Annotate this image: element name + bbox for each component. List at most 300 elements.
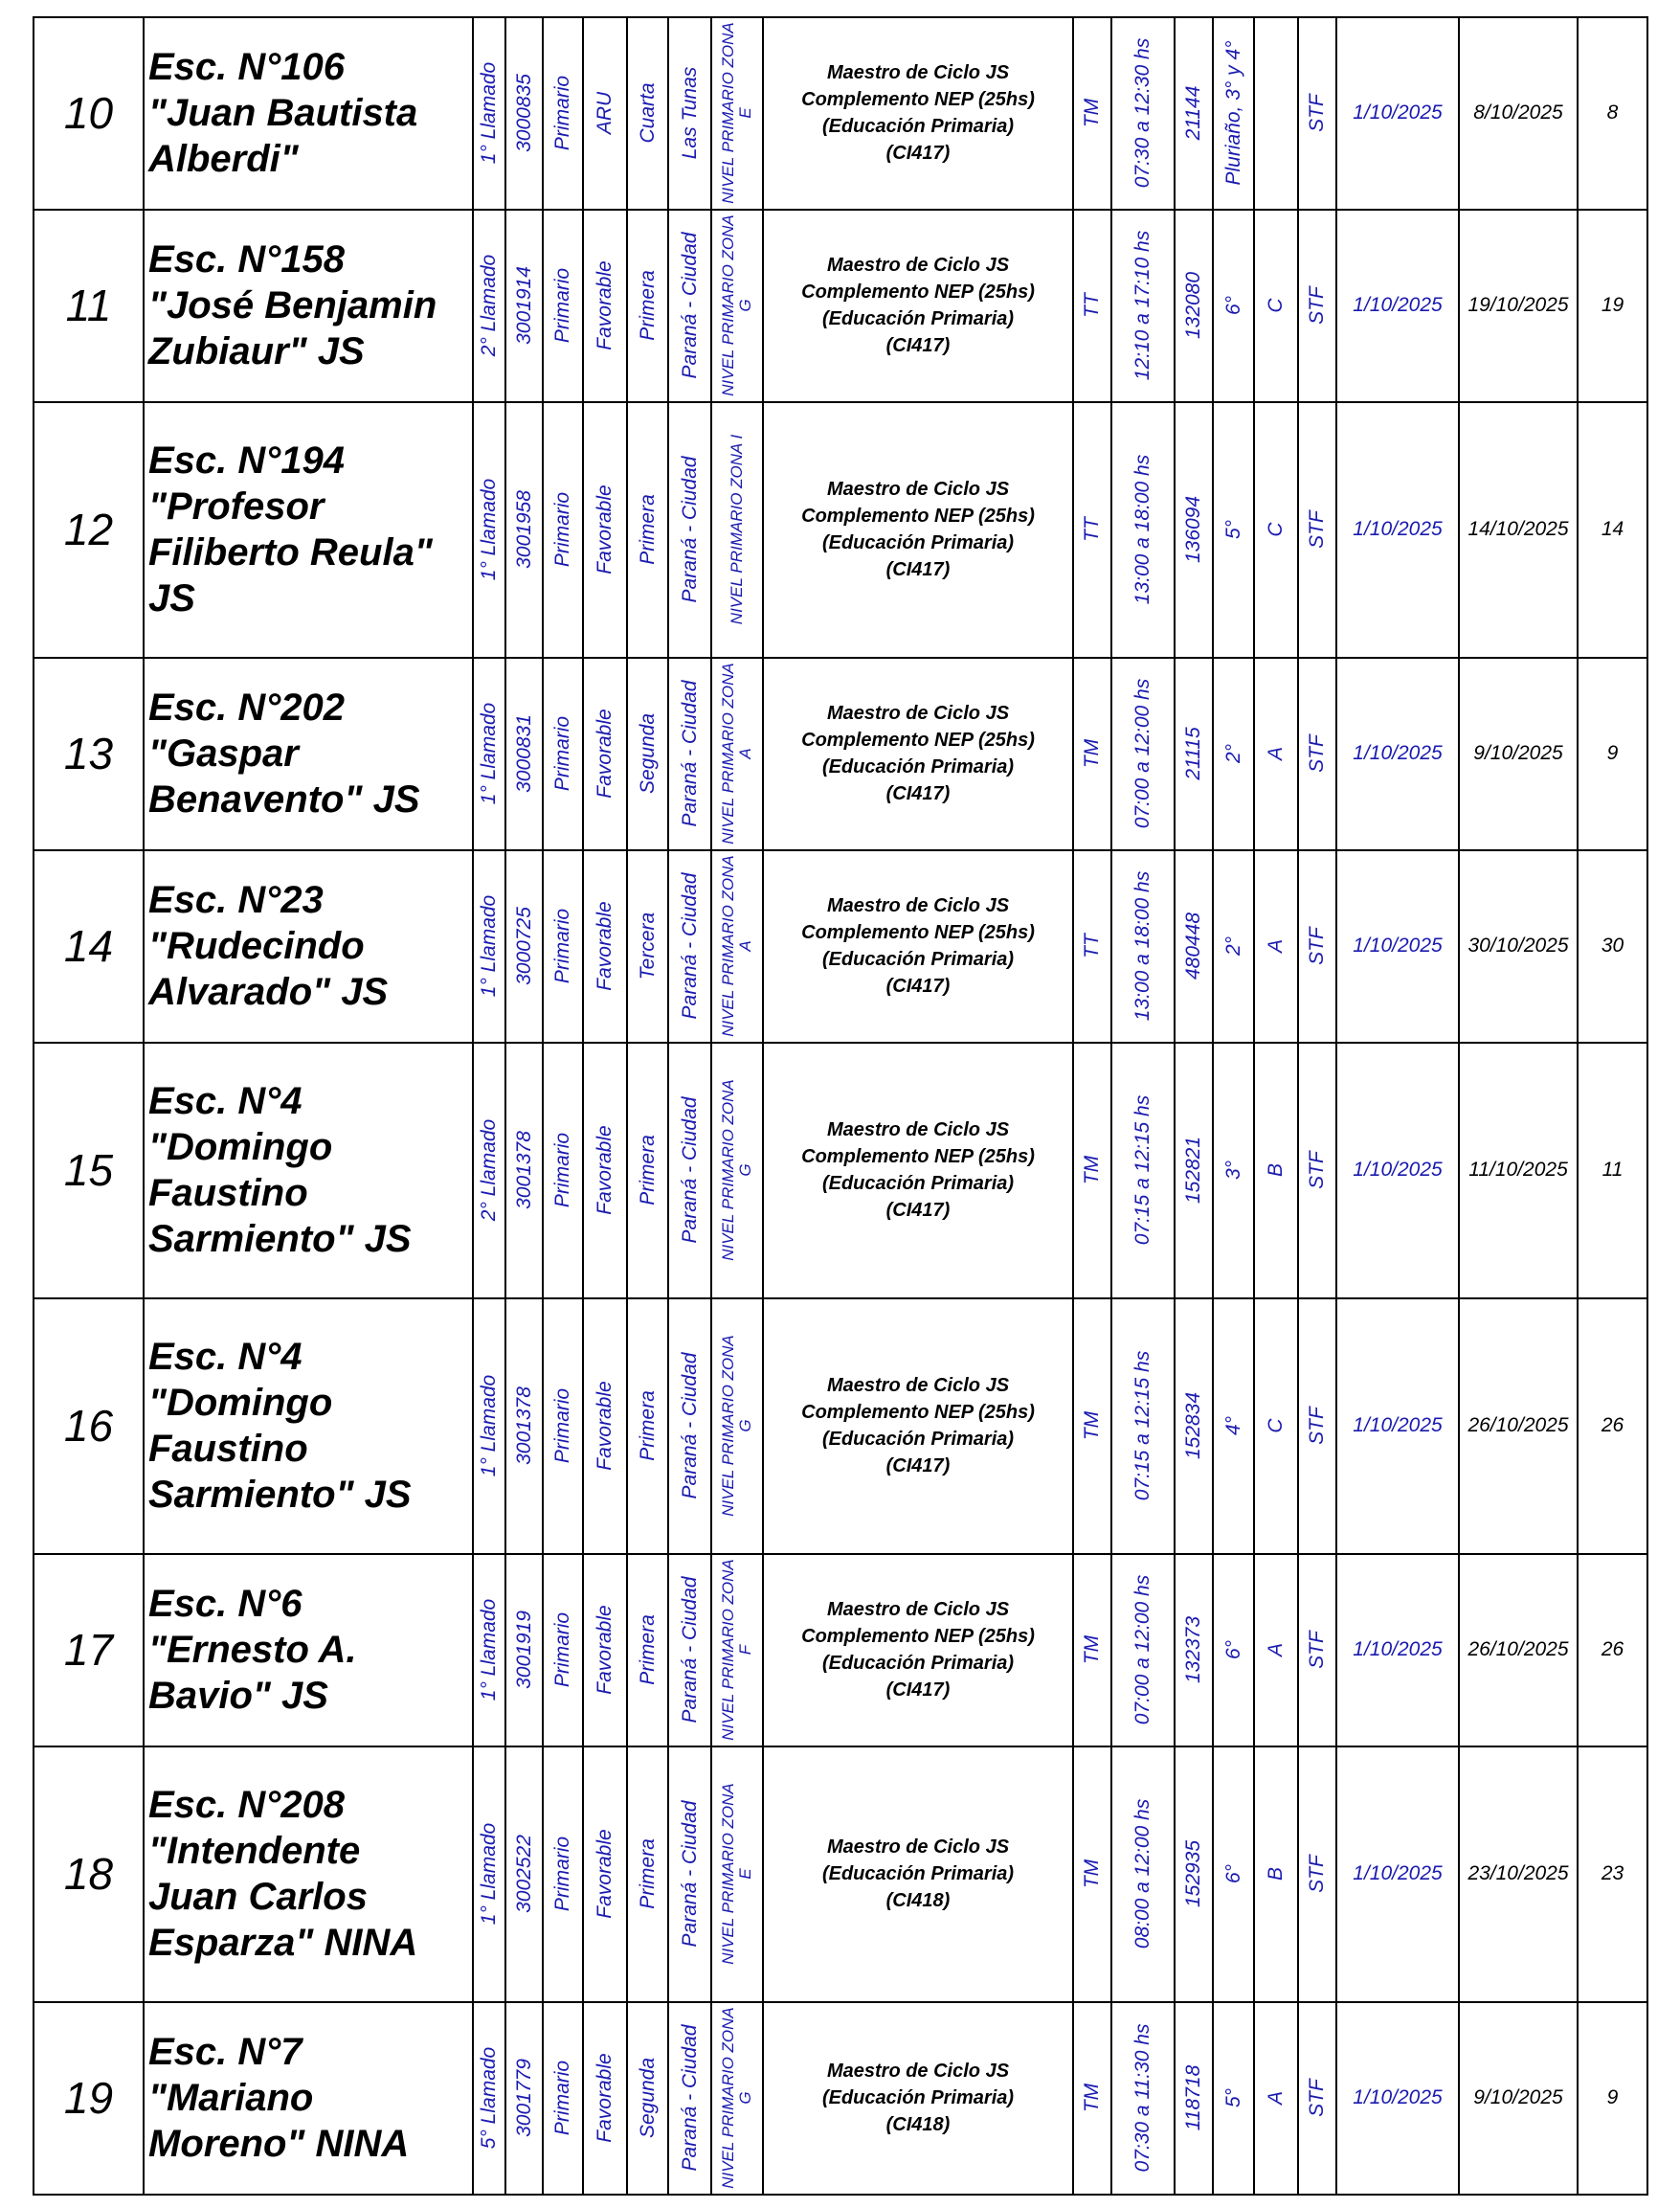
fecha-publicacion-cell: 1/10/2025	[1336, 1746, 1459, 2002]
cargo-line: Complemento NEP (25hs)	[801, 730, 1035, 752]
localidad-cell	[668, 1554, 711, 1746]
nivel-text: Primario	[551, 1388, 573, 1464]
horario-cell	[1111, 17, 1175, 210]
seccion-text: B	[1265, 1163, 1287, 1178]
situacion-cell	[1298, 17, 1336, 210]
categoria-text: Primera	[636, 1614, 659, 1686]
school-name-line: Esc. N°7	[148, 2031, 302, 2074]
seccion-text: A	[1265, 2091, 1287, 2106]
categoria-cell	[627, 1043, 668, 1298]
zona-cell	[711, 210, 763, 402]
seccion-cell	[1254, 402, 1298, 658]
zona-cell	[711, 658, 763, 850]
localidad-cell	[668, 402, 711, 658]
seccion-cell	[1254, 210, 1298, 402]
grado-cell	[1213, 402, 1254, 658]
zona-text: NIVEL PRIMARIO ZONA A	[719, 663, 754, 845]
dias-cell: 9	[1578, 658, 1647, 850]
turno-text: TT	[1081, 517, 1103, 543]
nivel-text: Primario	[551, 716, 573, 792]
horario-cell	[1111, 1746, 1175, 2002]
cupof-cell	[1175, 402, 1213, 658]
school-name-line: "Domingo	[148, 1126, 333, 1169]
cargo-line: (CI417)	[885, 783, 951, 805]
fecha-publicacion-cell: 1/10/2025	[1336, 210, 1459, 402]
zona-tipo-cell	[583, 850, 627, 1043]
vacancy-table	[33, 16, 1648, 2196]
nivel-cell	[543, 1298, 583, 1554]
grado-cell	[1213, 1043, 1254, 1298]
situacion-cell	[1298, 1746, 1336, 2002]
cargo-line: (Educación Primaria)	[821, 756, 1015, 778]
fecha-publicacion-cell: 1/10/2025	[1336, 1043, 1459, 1298]
grado-cell	[1213, 1554, 1254, 1746]
turno-text: TM	[1081, 1156, 1103, 1185]
categoria-cell	[627, 2002, 668, 2195]
nivel-text: Primario	[551, 492, 573, 568]
cargo-line: Complemento NEP (25hs)	[801, 922, 1035, 944]
school-name-line: Esc. N°194	[148, 439, 346, 483]
zona-tipo-cell	[583, 658, 627, 850]
school-name-line: JS	[148, 577, 195, 620]
fecha-fin-cell: 26/10/2025	[1459, 1298, 1578, 1554]
zona-text: NIVEL PRIMARIO ZONA G	[719, 1079, 754, 1262]
cargo-line: Complemento NEP (25hs)	[801, 1146, 1035, 1168]
horario-cell	[1111, 1298, 1175, 1554]
codigo-cell	[505, 1298, 543, 1554]
codigo-cell	[505, 1746, 543, 2002]
cupof-text: 480448	[1182, 912, 1204, 980]
grado-cell	[1213, 850, 1254, 1043]
school-name-line: Sarmiento" JS	[148, 1474, 412, 1517]
cargo-cell	[763, 1554, 1073, 1746]
school-name-line: "Rudecindo	[148, 925, 365, 968]
seccion-text: C	[1265, 1418, 1287, 1434]
situacion-text: STF	[1306, 286, 1328, 326]
cargo-line: Maestro de Ciclo JS	[826, 1375, 1010, 1397]
nivel-cell	[543, 17, 583, 210]
horario-cell	[1111, 402, 1175, 658]
table-row	[34, 17, 1647, 210]
grado-text: Pluriaño, 3° y 4°	[1221, 40, 1244, 187]
cupof-text: 152834	[1182, 1392, 1204, 1460]
llamado-cell	[473, 1298, 505, 1554]
horario-text: 07:30 a 12:30 hs	[1131, 38, 1154, 189]
cupof-text: 152935	[1182, 1840, 1204, 1908]
cargo-cell	[763, 1746, 1073, 2002]
cargo-line: (CI417)	[885, 976, 951, 998]
zona-tipo-cell	[583, 1298, 627, 1554]
fecha-fin-cell: 30/10/2025	[1459, 850, 1578, 1043]
school-name-line: "Gaspar	[148, 732, 299, 776]
turno-text: TT	[1081, 934, 1103, 959]
situacion-text: STF	[1306, 1407, 1328, 1446]
school-name-line: Faustino	[148, 1172, 308, 1215]
situacion-cell	[1298, 2002, 1336, 2195]
school-name-line: Sarmiento" JS	[148, 1218, 412, 1261]
dias-cell: 19	[1578, 210, 1647, 402]
turno-text: TM	[1081, 739, 1103, 769]
dias-cell: 9	[1578, 2002, 1647, 2195]
localidad-text: Paraná - Ciudad	[678, 1800, 701, 1948]
codigo-cell	[505, 402, 543, 658]
zona-tipo-text: Favorable	[594, 1605, 616, 1696]
llamado-text: 1° Llamado	[478, 62, 500, 165]
cargo-line: (CI417)	[885, 559, 951, 581]
fecha-fin-cell: 14/10/2025	[1459, 402, 1578, 658]
zona-text: NIVEL PRIMARIO ZONA E	[719, 1783, 754, 1966]
cargo-cell	[763, 658, 1073, 850]
school-name-cell	[144, 210, 473, 402]
situacion-cell	[1298, 210, 1336, 402]
table-row	[34, 210, 1647, 402]
cargo-line: Complemento NEP (25hs)	[801, 506, 1035, 528]
cargo-line: Maestro de Ciclo JS	[826, 62, 1010, 84]
fecha-publicacion-cell: 1/10/2025	[1336, 850, 1459, 1043]
turno-cell	[1073, 850, 1111, 1043]
codigo-cell	[505, 210, 543, 402]
school-name-line: "José Benjamin	[148, 284, 437, 327]
fecha-fin-cell: 9/10/2025	[1459, 2002, 1578, 2195]
school-name-cell	[144, 1554, 473, 1746]
codigo-text: 3002522	[512, 1835, 535, 1914]
cargo-line: (CI417)	[885, 335, 951, 357]
zona-tipo-cell	[583, 1746, 627, 2002]
llamado-text: 1° Llamado	[478, 895, 500, 998]
horario-text: 07:00 a 12:00 hs	[1131, 1575, 1154, 1725]
zona-tipo-cell	[583, 17, 627, 210]
categoria-text: Primera	[636, 1390, 659, 1462]
llamado-cell	[473, 1043, 505, 1298]
grado-cell	[1213, 2002, 1254, 2195]
codigo-cell	[505, 2002, 543, 2195]
school-name-line: Esc. N°4	[148, 1336, 302, 1379]
turno-cell	[1073, 1554, 1111, 1746]
cargo-line: Complemento NEP (25hs)	[801, 1626, 1035, 1648]
table-row	[34, 658, 1647, 850]
fecha-publicacion-cell: 1/10/2025	[1336, 1298, 1459, 1554]
turno-text: TM	[1081, 99, 1103, 128]
localidad-text: Paraná - Ciudad	[678, 456, 701, 603]
nivel-cell	[543, 1746, 583, 2002]
categoria-text: Cuarta	[636, 82, 659, 144]
zona-tipo-text: ARU	[594, 92, 616, 135]
cargo-cell	[763, 2002, 1073, 2195]
localidad-cell	[668, 1746, 711, 2002]
llamado-text: 1° Llamado	[478, 1375, 500, 1477]
table-row	[34, 1043, 1647, 1298]
school-name-cell	[144, 1043, 473, 1298]
zona-cell	[711, 402, 763, 658]
localidad-cell	[668, 658, 711, 850]
categoria-text: Primera	[636, 1135, 659, 1206]
zona-cell	[711, 1043, 763, 1298]
horario-cell	[1111, 1043, 1175, 1298]
categoria-text: Primera	[636, 1838, 659, 1910]
cargo-line: (Educación Primaria)	[821, 1653, 1015, 1675]
llamado-text: 1° Llamado	[478, 1823, 500, 1926]
dias-cell: 8	[1578, 17, 1647, 210]
zona-text: NIVEL PRIMARIO ZONA A	[719, 855, 754, 1038]
cupof-cell	[1175, 17, 1213, 210]
grado-text: 6°	[1221, 296, 1244, 316]
categoria-cell	[627, 1746, 668, 2002]
codigo-text: 3000831	[512, 714, 535, 794]
row-number-cell: 12	[34, 402, 144, 658]
grado-text: 3°	[1221, 1160, 1244, 1181]
fecha-fin-cell: 11/10/2025	[1459, 1043, 1578, 1298]
llamado-text: 2° Llamado	[478, 1119, 500, 1222]
grado-text: 6°	[1221, 1640, 1244, 1660]
row-number-cell: 15	[34, 1043, 144, 1298]
situacion-text: STF	[1306, 1151, 1328, 1190]
row-number-cell: 10	[34, 17, 144, 210]
row-number-cell: 14	[34, 850, 144, 1043]
zona-tipo-cell	[583, 1554, 627, 1746]
nivel-text: Primario	[551, 1612, 573, 1688]
seccion-cell	[1254, 658, 1298, 850]
table-body	[34, 17, 1647, 2195]
situacion-text: STF	[1306, 1855, 1328, 1894]
llamado-text: 5° Llamado	[478, 2047, 500, 2150]
cargo-line: Maestro de Ciclo JS	[826, 479, 1010, 501]
cargo-cell	[763, 1298, 1073, 1554]
zona-tipo-cell	[583, 1043, 627, 1298]
horario-cell	[1111, 210, 1175, 402]
zona-text: NIVEL PRIMARIO ZONA G	[719, 1335, 754, 1518]
llamado-cell	[473, 1746, 505, 2002]
seccion-text: A	[1265, 939, 1287, 954]
situacion-text: STF	[1306, 94, 1328, 133]
cargo-line: Complemento NEP (25hs)	[801, 89, 1035, 111]
turno-text: TM	[1081, 1635, 1103, 1665]
situacion-text: STF	[1306, 1631, 1328, 1670]
codigo-text: 3001378	[512, 1386, 535, 1466]
nivel-text: Primario	[551, 268, 573, 344]
school-name-line: Esc. N°208	[148, 1784, 346, 1827]
localidad-text: Paraná - Ciudad	[678, 232, 701, 379]
horario-text: 07:15 a 12:15 hs	[1131, 1351, 1154, 1501]
zona-tipo-text: Favorable	[594, 1829, 616, 1920]
fecha-fin-cell: 19/10/2025	[1459, 210, 1578, 402]
turno-cell	[1073, 210, 1111, 402]
localidad-text: Paraná - Ciudad	[678, 680, 701, 827]
cupof-text: 132080	[1182, 272, 1204, 340]
nivel-cell	[543, 210, 583, 402]
row-number-cell: 19	[34, 2002, 144, 2195]
grado-text: 6°	[1221, 1864, 1244, 1884]
llamado-text: 1° Llamado	[478, 703, 500, 805]
codigo-text: 3001779	[512, 2059, 535, 2138]
school-name-line: Benavento" JS	[148, 778, 420, 822]
situacion-cell	[1298, 850, 1336, 1043]
table-row	[34, 2002, 1647, 2195]
dias-cell: 23	[1578, 1746, 1647, 2002]
seccion-cell	[1254, 2002, 1298, 2195]
cupof-text: 118718	[1182, 2065, 1204, 2131]
vacancy-table-sheet	[33, 16, 1646, 2196]
school-name-line: Bavio" JS	[148, 1675, 328, 1718]
horario-cell	[1111, 1554, 1175, 1746]
cupof-cell	[1175, 658, 1213, 850]
cargo-line: (Educación Primaria)	[821, 1429, 1015, 1451]
grado-cell	[1213, 1746, 1254, 2002]
cargo-line: Complemento NEP (25hs)	[801, 282, 1035, 304]
llamado-cell	[473, 402, 505, 658]
row-number-cell: 17	[34, 1554, 144, 1746]
school-name-line: Moreno" NINA	[148, 2123, 410, 2166]
dias-cell: 11	[1578, 1043, 1647, 1298]
turno-cell	[1073, 2002, 1111, 2195]
seccion-text: A	[1265, 1643, 1287, 1657]
codigo-cell	[505, 1043, 543, 1298]
categoria-cell	[627, 210, 668, 402]
nivel-text: Primario	[551, 1836, 573, 1912]
school-name-line: "Domingo	[148, 1382, 333, 1425]
cupof-cell	[1175, 1298, 1213, 1554]
seccion-text: C	[1265, 298, 1287, 314]
zona-cell	[711, 850, 763, 1043]
situacion-cell	[1298, 402, 1336, 658]
zona-text: NIVEL PRIMARIO ZONA F	[719, 1559, 754, 1742]
codigo-text: 3001378	[512, 1131, 535, 1210]
llamado-cell	[473, 1554, 505, 1746]
cargo-cell	[763, 210, 1073, 402]
school-name-line: "Ernesto A.	[148, 1629, 357, 1672]
turno-text: TM	[1081, 2084, 1103, 2113]
cargo-line: Maestro de Ciclo JS	[826, 255, 1010, 277]
turno-cell	[1073, 1746, 1111, 2002]
codigo-cell	[505, 1554, 543, 1746]
grado-text: 2°	[1221, 936, 1244, 957]
situacion-text: STF	[1306, 2079, 1328, 2118]
cargo-cell	[763, 17, 1073, 210]
llamado-cell	[473, 17, 505, 210]
table-row	[34, 1298, 1647, 1554]
cupof-cell	[1175, 850, 1213, 1043]
zona-tipo-cell	[583, 402, 627, 658]
seccion-text: A	[1265, 747, 1287, 761]
dias-cell: 30	[1578, 850, 1647, 1043]
seccion-cell	[1254, 17, 1298, 210]
cargo-line: Complemento NEP (25hs)	[801, 1402, 1035, 1424]
fecha-publicacion-cell: 1/10/2025	[1336, 1554, 1459, 1746]
table-row	[34, 402, 1647, 658]
localidad-cell	[668, 850, 711, 1043]
zona-tipo-text: Favorable	[594, 709, 616, 800]
cupof-text: 21144	[1182, 86, 1204, 141]
llamado-cell	[473, 658, 505, 850]
cargo-line: (CI418)	[885, 1890, 951, 1912]
fecha-publicacion-cell: 1/10/2025	[1336, 2002, 1459, 2195]
horario-cell	[1111, 658, 1175, 850]
situacion-cell	[1298, 1554, 1336, 1746]
categoria-cell	[627, 17, 668, 210]
horario-text: 08:00 a 12:00 hs	[1131, 1799, 1154, 1949]
turno-text: TM	[1081, 1859, 1103, 1889]
cargo-line: (CI417)	[885, 143, 951, 165]
nivel-cell	[543, 1554, 583, 1746]
row-number-cell: 13	[34, 658, 144, 850]
school-name-line: Esc. N°4	[148, 1080, 302, 1123]
cargo-line: (CI417)	[885, 1679, 951, 1701]
school-name-line: Zubiaur" JS	[148, 330, 365, 373]
localidad-text: Paraná - Ciudad	[678, 1352, 701, 1499]
cargo-line: (Educación Primaria)	[821, 116, 1015, 138]
grado-cell	[1213, 658, 1254, 850]
horario-text: 12:10 a 17:10 hs	[1131, 231, 1154, 381]
turno-cell	[1073, 658, 1111, 850]
nivel-text: Primario	[551, 2061, 573, 2136]
school-name-line: "Intendente	[148, 1830, 361, 1873]
grado-cell	[1213, 1298, 1254, 1554]
horario-cell	[1111, 2002, 1175, 2195]
localidad-text: Las Tunas	[678, 67, 701, 160]
school-name-cell	[144, 2002, 473, 2195]
grado-text: 5°	[1221, 520, 1244, 540]
zona-tipo-text: Favorable	[594, 1381, 616, 1472]
horario-text: 07:00 a 12:00 hs	[1131, 679, 1154, 829]
categoria-text: Tercera	[636, 912, 659, 980]
localidad-cell	[668, 210, 711, 402]
cargo-cell	[763, 850, 1073, 1043]
cupof-cell	[1175, 1554, 1213, 1746]
cargo-cell	[763, 402, 1073, 658]
zona-cell	[711, 1554, 763, 1746]
cupof-cell	[1175, 1043, 1213, 1298]
school-name-cell	[144, 1746, 473, 2002]
nivel-cell	[543, 850, 583, 1043]
horario-text: 07:30 a 11:30 hs	[1131, 2024, 1154, 2173]
situacion-cell	[1298, 1043, 1336, 1298]
horario-text: 07:15 a 12:15 hs	[1131, 1095, 1154, 1246]
grado-text: 2°	[1221, 744, 1244, 764]
fecha-fin-cell: 9/10/2025	[1459, 658, 1578, 850]
table-row	[34, 1746, 1647, 2002]
seccion-cell	[1254, 1043, 1298, 1298]
llamado-cell	[473, 2002, 505, 2195]
school-name-line: Juan Carlos	[148, 1876, 368, 1919]
cargo-line: (CI417)	[885, 1455, 951, 1477]
fecha-fin-cell: 8/10/2025	[1459, 17, 1578, 210]
categoria-text: Primera	[636, 270, 659, 342]
turno-cell	[1073, 1043, 1111, 1298]
cargo-line: (CI418)	[885, 2114, 951, 2136]
school-name-line: Esc. N°158	[148, 238, 346, 282]
zona-cell	[711, 1298, 763, 1554]
school-name-line: Alvarado" JS	[148, 971, 389, 1014]
zona-tipo-text: Favorable	[594, 260, 616, 351]
row-number-cell: 16	[34, 1298, 144, 1554]
fecha-publicacion-cell: 1/10/2025	[1336, 402, 1459, 658]
llamado-text: 1° Llamado	[478, 479, 500, 581]
turno-cell	[1073, 17, 1111, 210]
codigo-text: 3000835	[512, 74, 535, 153]
school-name-line: Esc. N°106	[148, 46, 346, 89]
zona-text: NIVEL PRIMARIO ZONA E	[719, 22, 754, 205]
table-row	[34, 1554, 1647, 1746]
horario-text: 13:00 a 18:00 hs	[1131, 871, 1154, 1022]
codigo-cell	[505, 17, 543, 210]
cargo-line: Maestro de Ciclo JS	[826, 1119, 1010, 1141]
cargo-line: Maestro de Ciclo JS	[826, 2061, 1010, 2083]
grado-cell	[1213, 210, 1254, 402]
table-row	[34, 850, 1647, 1043]
situacion-text: STF	[1306, 734, 1328, 774]
localidad-text: Paraná - Ciudad	[678, 1096, 701, 1244]
school-name-line: Alberdi"	[148, 138, 299, 181]
zona-tipo-text: Favorable	[594, 1125, 616, 1216]
